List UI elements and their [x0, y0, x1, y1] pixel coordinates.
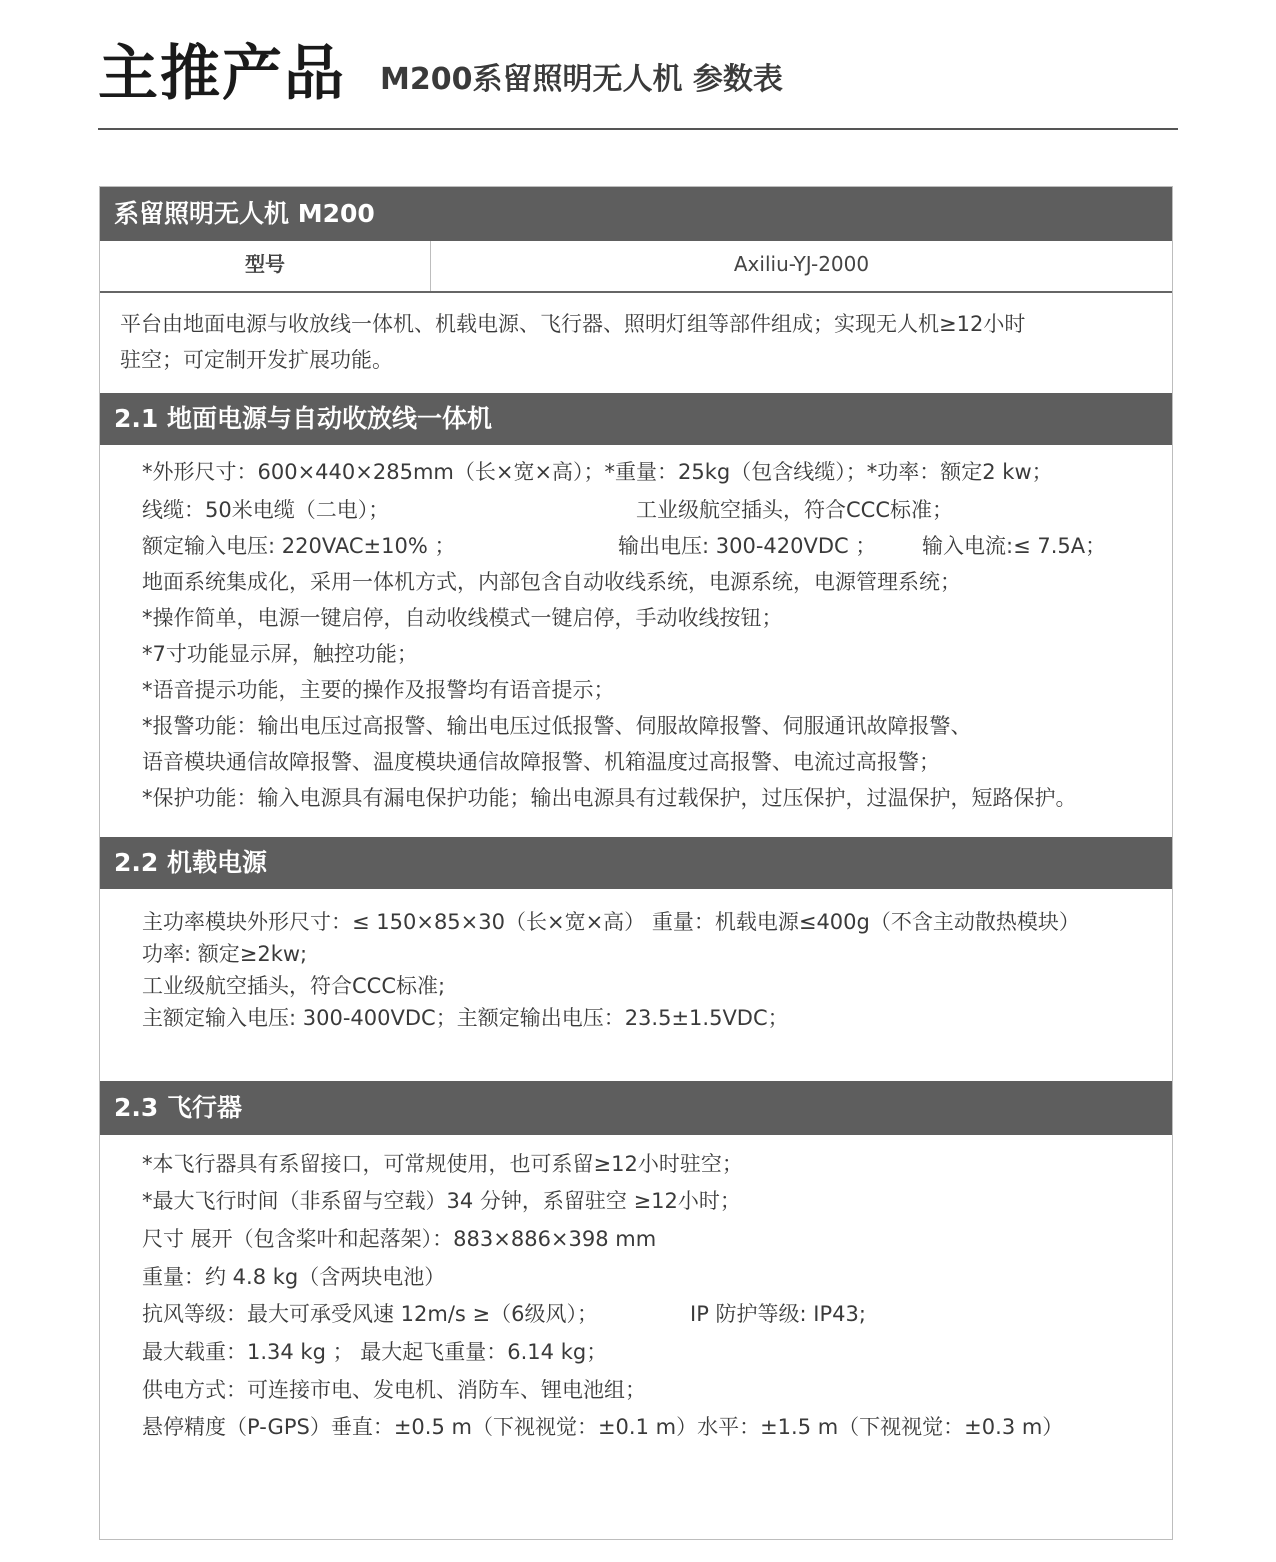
spec-line: 悬停精度（P-GPS）垂直：±0.5 m（下视视觉：±0.1 m）水平：±1.5 m（下视视觉：±0.3 m） [142, 1415, 1064, 1439]
section-body-aircraft [100, 1135, 1172, 1539]
spec-line: 最大载重：1.34 kg ； 最大起飞重量：6.14 kg； [142, 1340, 608, 1364]
spec-table [99, 186, 1173, 1540]
spec-line: IP 防护等级: IP43; [690, 1302, 866, 1326]
spec-line: *7寸功能显示屏，触控功能； [142, 642, 418, 666]
intro-line: 驻空；可定制开发扩展功能。 [120, 348, 393, 372]
model-label: 型号 [100, 241, 431, 291]
header-divider [98, 128, 1178, 130]
intro-line: 平台由地面电源与收放线一体机、机载电源、飞行器、照明灯组等部件组成；实现无人机≥12小时 [120, 312, 1026, 336]
spec-line: 功率: 额定≥2kw; [142, 942, 308, 966]
spec-line: 抗风等级：最大可承受风速 12m/s ≥（6级风）； [142, 1302, 598, 1326]
spec-line: 输入电流:≤ 7.5A； [922, 534, 1107, 558]
model-row [100, 241, 1172, 293]
model-value: Axiliu-YJ-2000 [733, 252, 870, 276]
spec-line: 主额定输入电压: 300-400VDC；主额定输出电压：23.5±1.5VDC； [142, 1006, 789, 1030]
section-header-ground-power [100, 393, 1172, 445]
spec-line: 主功率模块外形尺寸：≤ 150×85×30（长×宽×高） 重量：机载电源≤400g（不含主动散热模块） [142, 910, 1080, 934]
spec-line: *保护功能：输入电源具有漏电保护功能；输出电源具有过载保护，过压保护，过温保护，短路保护。 [142, 786, 1077, 810]
section-header-onboard-power [100, 837, 1172, 889]
spec-line: 工业级航空插头，符合CCC标准; [142, 974, 446, 998]
spec-line: 地面系统集成化，采用一体机方式，内部包含自动收线系统，电源系统，电源管理系统； [142, 570, 961, 594]
spec-line: 输出电压: 300-420VDC ； [618, 534, 877, 558]
spec-line: 线缆：50米电缆（二电）； [142, 498, 390, 522]
product-title: 系留照明无人机 M200 [114, 199, 375, 228]
section-title: 2.1 地面电源与自动收放线一体机 [114, 404, 492, 433]
page-title: 主推产品 [98, 39, 346, 109]
spec-line: *最大飞行时间（非系留与空载）34 分钟，系留驻空 ≥12小时； [142, 1189, 741, 1213]
spec-line: *报警功能：输出电压过高报警、输出电压过低报警、伺服故障报警、伺服通讯故障报警、 [142, 714, 972, 738]
spec-line: 供电方式：可连接市电、发电机、消防车、锂电池组； [142, 1378, 646, 1402]
spec-line: 尺寸 展开（包含桨叶和起落架）：883×886×398 mm [142, 1227, 657, 1251]
section-body-onboard-power [100, 889, 1172, 1081]
spec-line: *语音提示功能，主要的操作及报警均有语音提示； [142, 678, 615, 702]
page-subtitle: M200系留照明无人机 参数表 [380, 62, 783, 97]
page-header [98, 28, 1178, 128]
spec-line: *本飞行器具有系留接口，可常规使用，也可系留≥12小时驻空； [142, 1152, 743, 1176]
product-title-bar [100, 187, 1172, 241]
spec-line: *操作简单，电源一键启停，自动收线模式一键启停，手动收线按钮； [142, 606, 783, 630]
section-title: 2.3 飞行器 [114, 1093, 242, 1122]
section-title: 2.2 机载电源 [114, 848, 267, 877]
spec-line: 重量：约 4.8 kg（含两块电池） [142, 1265, 446, 1289]
spec-line: 额定输入电压: 220VAC±10% ； [142, 534, 456, 558]
section-header-aircraft [100, 1081, 1172, 1135]
spec-line: *外形尺寸：600×440×285mm（长×宽×高）；*重量：25kg（包含线缆）；*功率：额定2 kw； [142, 460, 1053, 484]
section-body-ground-power [100, 445, 1172, 837]
spec-line: 工业级航空插头，符合CCC标准； [636, 498, 953, 522]
spec-line: 语音模块通信故障报警、温度模块通信故障报警、机箱温度过高报警、电流过高报警； [142, 750, 940, 774]
intro-block [100, 295, 1172, 393]
